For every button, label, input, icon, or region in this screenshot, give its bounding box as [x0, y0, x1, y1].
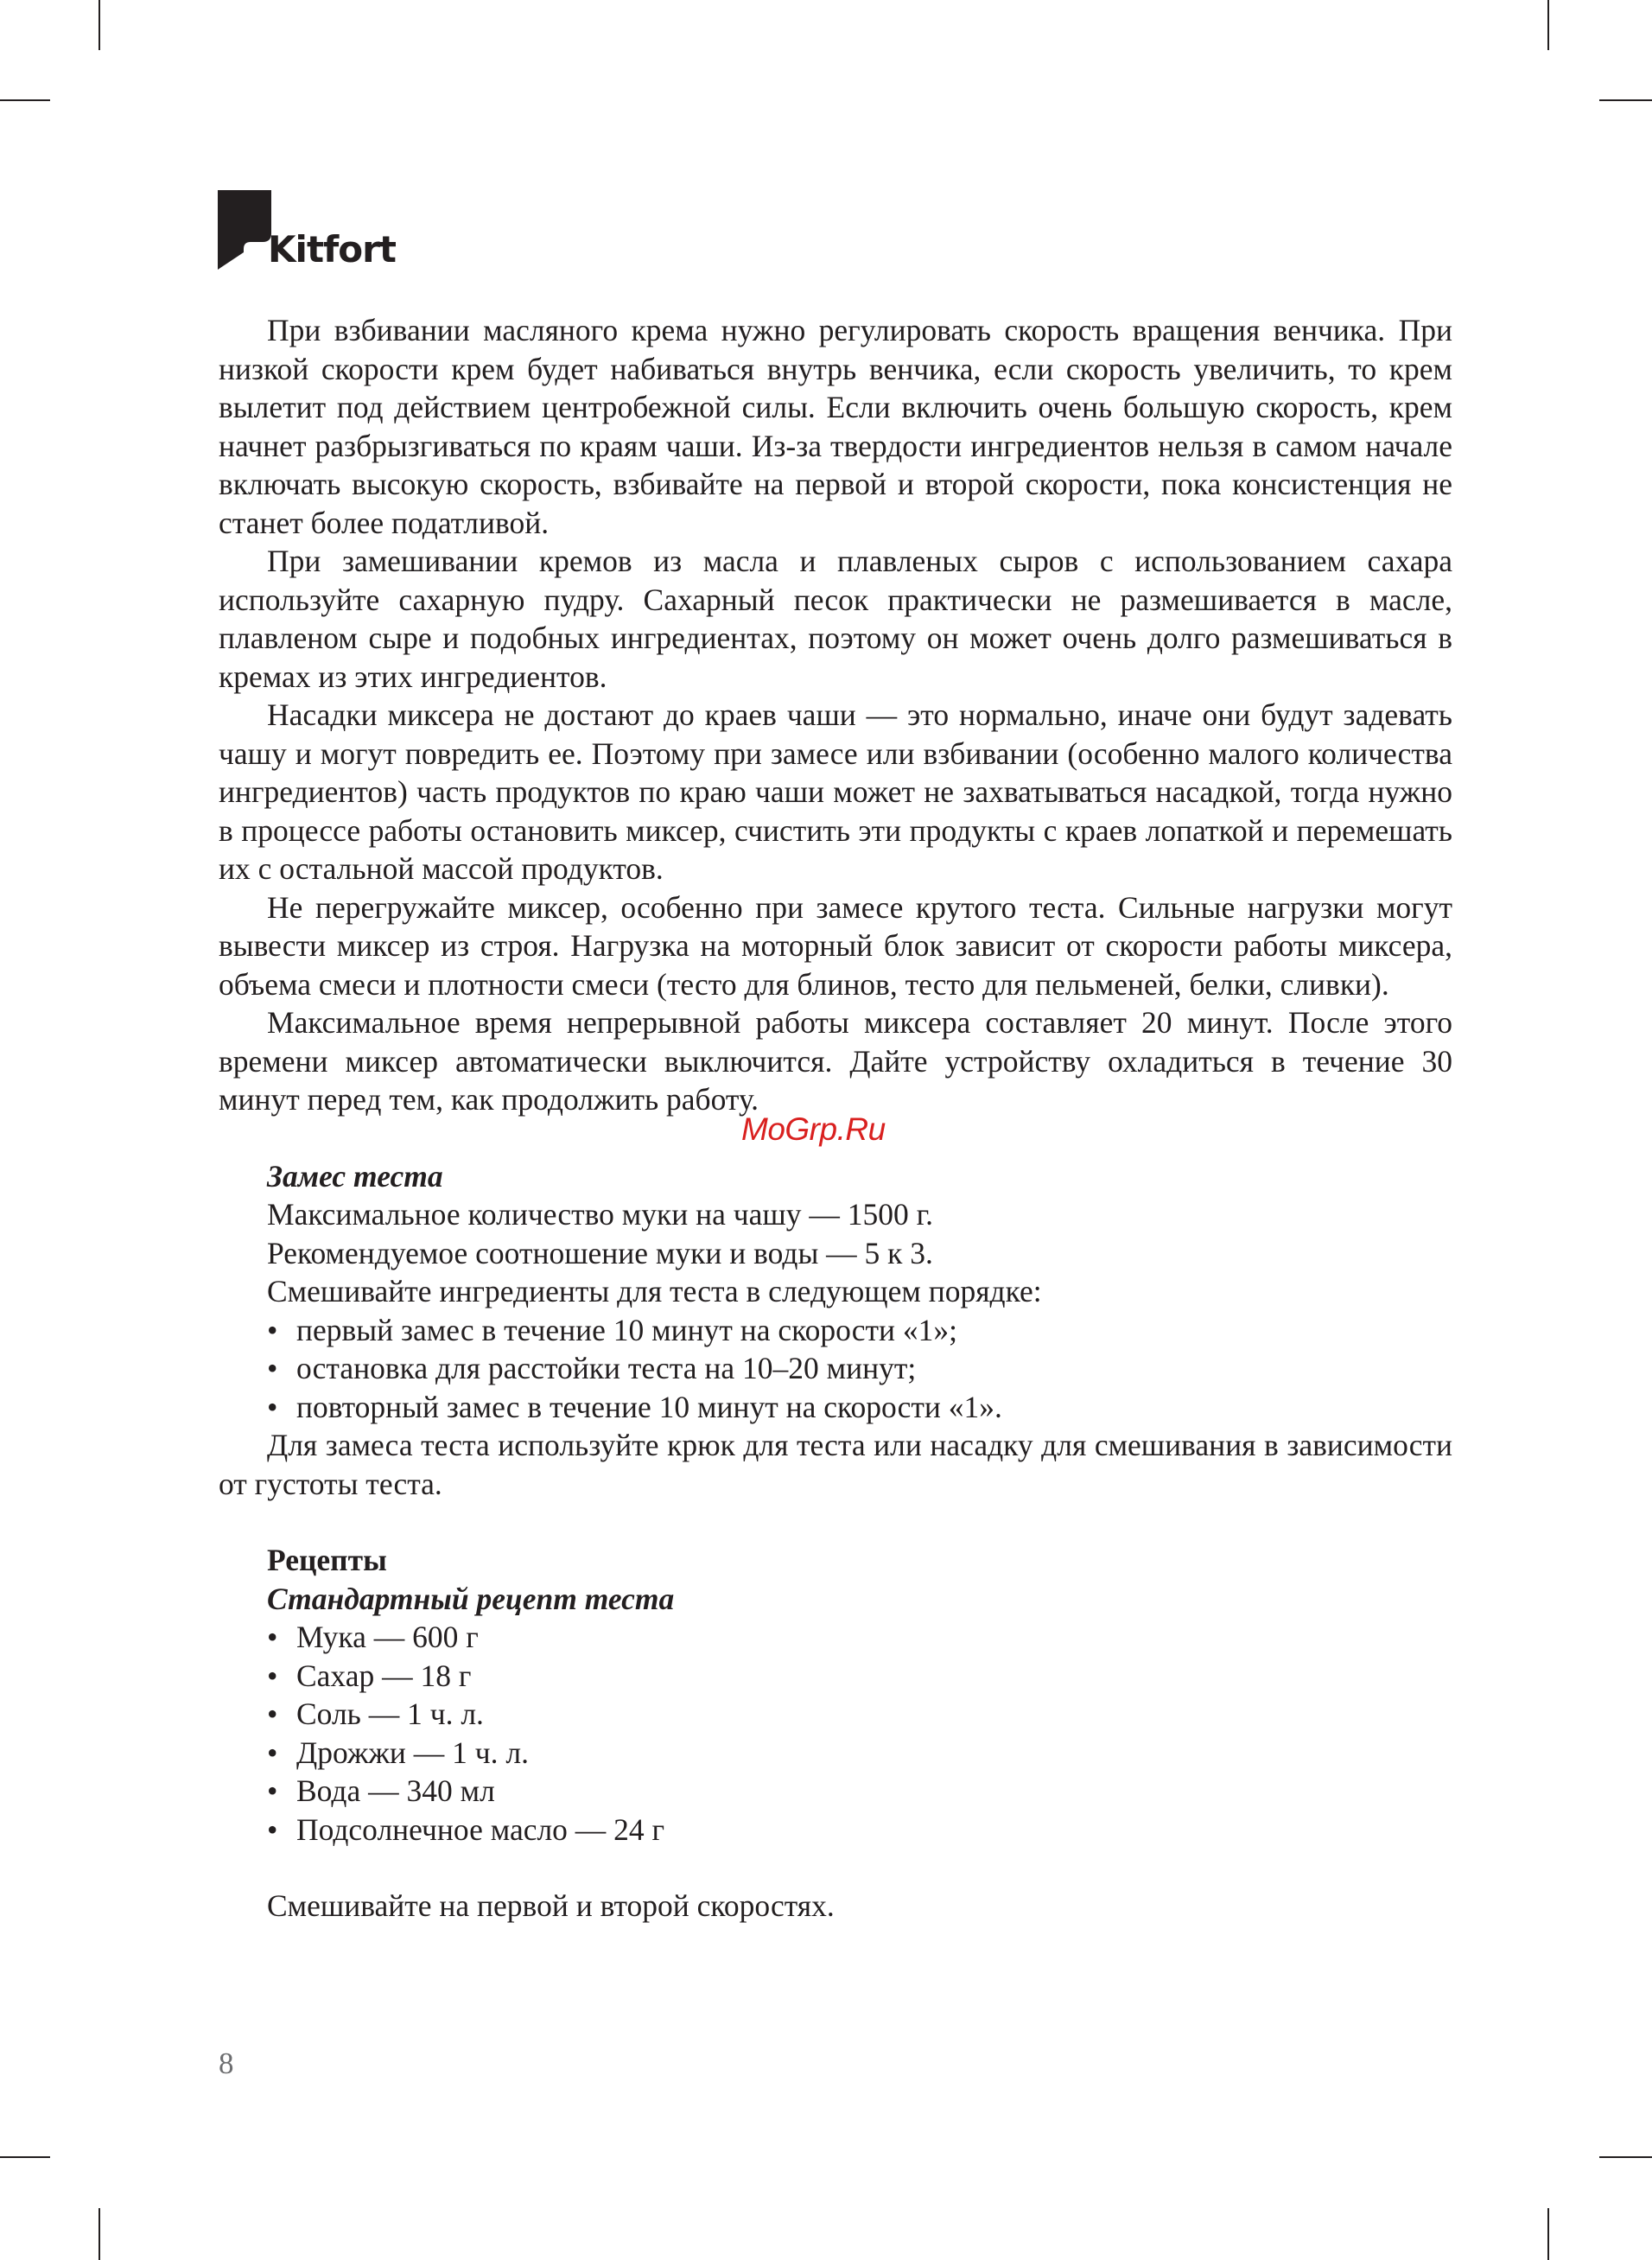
list-item	[219, 1311, 1452, 1350]
bullet-marker: •	[267, 1658, 278, 1693]
standard-recipe-heading: Стандартный рецепт теста	[267, 1581, 675, 1616]
crop-mark-right-top	[1599, 99, 1652, 101]
bullet-marker: •	[267, 1312, 278, 1347]
ingredient-text: Соль — 1 ч. л.	[296, 1697, 484, 1731]
crop-mark-right-bottom	[1599, 2156, 1652, 2158]
paragraph-sugar-powder: При замешивании кремов из масла и плавленых сыров с использованием сахара используйте сахарную пудру. Сахарный песок практически не размешивается в масле, плавленом сыре и подобных ингредиентах, поэтому он может очень долго размешиваться в кремах из этих ингредиентов.	[219, 544, 1452, 694]
list-item	[219, 1772, 1452, 1811]
crop-mark-top-right	[1547, 0, 1549, 50]
dough-line-order: Смешивайте ингредиенты для теста в следующем порядке:	[267, 1274, 1042, 1308]
ingredient-text: Мука — 600 г	[296, 1620, 479, 1654]
list-item	[219, 1657, 1452, 1696]
list-item	[219, 1618, 1452, 1657]
ingredients-list	[219, 1618, 1452, 1849]
mixing-note: Смешивайте на первой и второй скоростях.	[267, 1888, 835, 1923]
bullet-marker: •	[267, 1620, 278, 1654]
page-number: 8	[219, 2047, 234, 2080]
bullet-marker: •	[267, 1735, 278, 1770]
crop-mark-top-left	[98, 0, 100, 50]
dough-step-text: повторный замес в течение 10 минут на скорости «1».	[296, 1389, 1002, 1424]
paragraph-max-runtime: Максимальное время непрерывной работы миксера составляет 20 минут. После этого времени миксер автоматически выключится. Дайте устройству охладиться в течение 30 минут перед тем, как продолжить работу.	[219, 1005, 1452, 1117]
list-item	[219, 1388, 1452, 1427]
bullet-marker: •	[267, 1389, 278, 1424]
kitfort-logo-mark-icon	[218, 190, 271, 270]
watermark-link[interactable]: MoGrp.Ru	[741, 1111, 886, 1147]
paragraph-cream-speed: При взбивании масляного крема нужно регулировать скорость вращения венчика. При низкой скорости крем будет набиваться внутрь венчика, если скорость увеличить, то крем вылетит под действием центробежной силы. Если включить очень большую скорость, крем начнет разбрызгиваться по краям чаши. Из-за твердости ингредиентов нельзя в самом начале включать высокую скорость, взбивайте на первой и второй скорости, пока консистенция не станет более податливой.	[219, 313, 1452, 540]
paragraph-overload-warning: Не перегружайте миксер, особенно при замесе крутого теста. Сильные нагрузки могут вывести миксер из строя. Нагрузка на моторный блок зависит от скорости работы миксера, объема смеси и плотности смеси (тесто для блинов, тесто для пельменей, белки, сливки).	[219, 889, 1452, 1002]
dough-step-text: остановка для расстойки теста на 10–20 минут;	[296, 1351, 917, 1385]
crop-mark-bottom-left	[98, 2208, 100, 2260]
paragraph-attachments-edges: Насадки миксера не достают до краев чаши — это нормально, иначе они будут задевать чашу и могут повредить ее. Поэтому при замесе или взбивании (особенно малого количества ингредиентов) часть продуктов по краю чаши может не захватываться насадкой, тогда нужно в процессе работы остановить миксер, счистить эти продукты с краев лопаткой и перемешать их с остальной массой продуктов.	[219, 697, 1452, 886]
dough-closing-paragraph: Для замеса теста используйте крюк для теста или насадку для смешивания в зависимости от густоты теста.	[219, 1428, 1452, 1501]
dough-section-heading: Замес теста	[267, 1158, 443, 1194]
crop-mark-left-top	[0, 99, 50, 101]
logo-wordmark: Kitfort	[268, 228, 396, 271]
crop-mark-bottom-right	[1547, 2208, 1549, 2260]
kitfort-logo	[218, 190, 408, 277]
list-item	[219, 1695, 1452, 1734]
dough-line-ratio: Рекомендуемое соотношение муки и воды — 5 к 3.	[267, 1235, 933, 1270]
list-item	[219, 1811, 1452, 1849]
list-item	[219, 1349, 1452, 1388]
dough-steps-list	[219, 1311, 1452, 1427]
dough-line-max-flour: Максимальное количество муки на чашу — 1500 г.	[267, 1197, 934, 1232]
crop-mark-left-bottom	[0, 2156, 50, 2158]
ingredient-text: Сахар — 18 г	[296, 1658, 472, 1693]
bullet-marker: •	[267, 1351, 278, 1385]
ingredient-text: Подсолнечное масло — 24 г	[296, 1811, 665, 1847]
ingredient-text: Дрожжи — 1 ч. л.	[296, 1735, 529, 1770]
bullet-marker: •	[267, 1773, 278, 1808]
list-item	[219, 1734, 1452, 1773]
bullet-marker: •	[267, 1811, 278, 1847]
bullet-marker: •	[267, 1697, 278, 1731]
ingredient-text: Вода — 340 мл	[296, 1773, 495, 1808]
dough-step-text: первый замес в течение 10 минут на скорости «1»;	[296, 1312, 957, 1347]
recipes-heading: Рецепты	[267, 1543, 387, 1577]
